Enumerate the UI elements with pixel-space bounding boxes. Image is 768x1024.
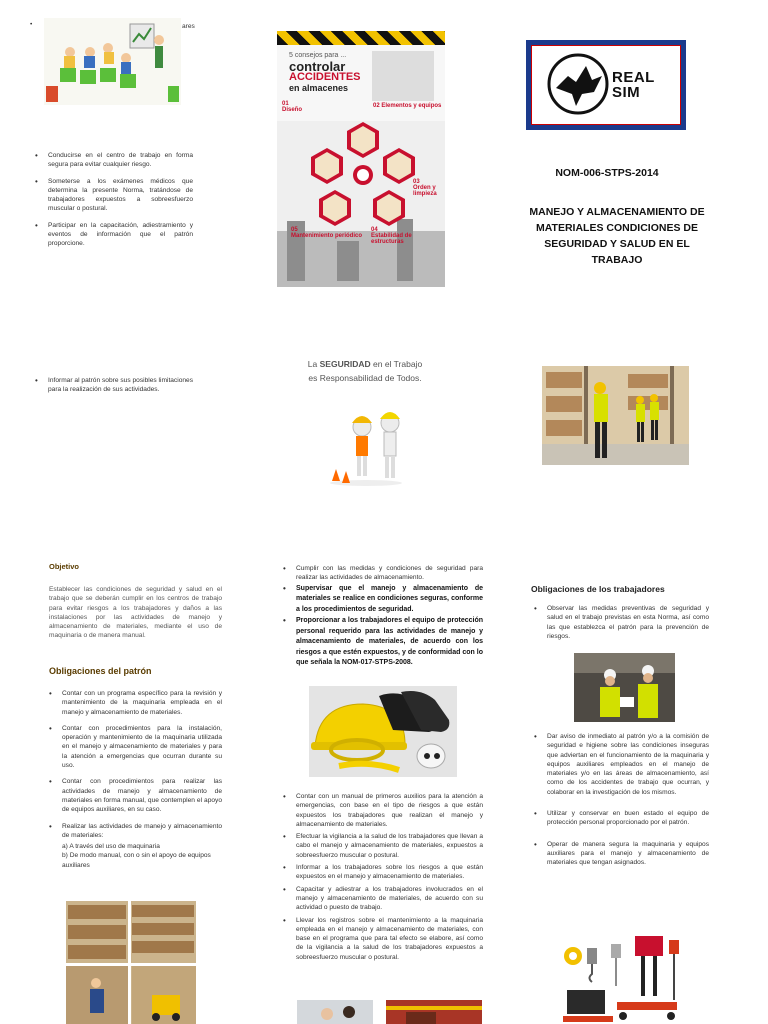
bottom-photo-left [297, 1000, 373, 1024]
warehouse-worker-image [542, 366, 689, 465]
objetivo-heading: Objetivo [49, 562, 80, 571]
list-item: • Operar de manera segura la maquinaria y equipos auxiliares para el manejo y almacenamiento de materiales que tengan asignados. [534, 840, 709, 868]
training-image [44, 18, 181, 105]
warehouse-collage-image [66, 901, 196, 1024]
list-item: • Contar con un manual de primeros auxilios para la atención a emergencias, con base en el tipo de riesgos a que están expuestos los trabajadores que realizan el manejo y almacenamiento de materiales. [283, 792, 483, 829]
list-item: • Dar aviso de inmediato al patrón y/o a la comisión de seguridad e higiene sobre las condiciones inseguras que adviertan en el funcionamiento de la maquinaria y equipos auxiliares empleados en el manejo de materiales y/o en las áreas de almacenamiento, así como de los accidentes de trabajo que ocurran, y colaborar en la investigación de los mismos. [534, 732, 709, 797]
auxiliary-equipment-image [557, 930, 697, 1024]
patron-obligations-3 [283, 792, 483, 962]
poster-header-red: ACCIDENTES [289, 71, 361, 83]
patron-obligations-2 [283, 564, 483, 676]
objetivo-text: Establecer las condiciones de seguridad y salud en el trabajo que se deberán cumplir en los centros de trabajo para evitar riesgos a los trabajadores y daños a las instalaciones por las actividades de manejo y almacenamiento de materiales, mediante el uso de maquinaria o de manera manual. [49, 586, 222, 640]
list-item: • Realizar las actividades de manejo y almacenamiento de materiales: [49, 822, 222, 841]
list-item: • Proporcionar a los trabajadores el equipo de protección personal requerido para las actividades de manejo y almacenamiento de materiales, de acuerdo con los riesgos a que estén expuestos, y de conformidad con lo que señala la NOM-017-STPS-2008. [283, 616, 483, 669]
trabajadores-heading: Obligaciones de los trabajadores [531, 584, 665, 594]
accidents-poster [277, 31, 445, 287]
workers-photo [574, 653, 675, 722]
list-item: • Supervisar que el manejo y almacenamiento de materiales se realice en condiciones seguras, conforme a los procedimientos de seguridad. [283, 584, 483, 616]
poster-header-small: 5 consejos para ... [289, 52, 347, 59]
nom-code: NOM-006-STPS-2014 [555, 167, 659, 179]
list-item: • Participar en la capacitación, adiestramiento y eventos de información que el patrón proporcione. [35, 221, 193, 249]
company-logo [526, 40, 686, 130]
patron-obligations [49, 689, 222, 870]
list-item: • Conducirse en el centro de trabajo en forma segura para evitar cualquier riesgo. [35, 151, 193, 170]
helmet-figures-image [328, 405, 404, 487]
list-item: • Contar con procedimientos para la instalación, operación y mantenimiento de la maquinaria utilizada en el manejo y almacenamiento de materiales y para la atención a emergencias que ocurran durante su uso. [49, 724, 222, 770]
poster-item-4: 04 Estabilidad de estructuras [371, 227, 412, 245]
list-item: • Informar a los trabajadores sobre los riesgos a que están expuestos en el manejo y almacenamiento de materiales. [283, 863, 483, 882]
list-item: • Informar al patrón sobre sus posibles limitaciones para la realización de sus actividades. [35, 376, 193, 395]
worker-bullets-top [35, 151, 193, 256]
partial-text: ares [182, 23, 195, 30]
safety-equipment-image [309, 686, 457, 777]
bottom-photo-right [386, 1000, 482, 1024]
trabajadores-obligations [534, 732, 709, 875]
patron-heading: Obligaciones del patrón [49, 666, 152, 676]
poster-item-2: 02 Elementos y equipos [373, 103, 442, 109]
poster-item-1: 01 Diseño [282, 101, 303, 113]
list-item: • Capacitar y adiestrar a los trabajadores involucrados en el manejo y almacenamiento de materiales, de acuerdo con su actividad o puesto de trabajo. [283, 885, 483, 913]
list-item: • Cumplir con las medidas y condiciones de seguridad para realizar las actividades de almacenamiento. [283, 564, 483, 583]
safety-slogan: La SEGURIDAD en el Trabajo es Responsabilidad de Todos. [307, 359, 423, 383]
poster-item-3: 03 Orden y limpieza [413, 179, 437, 197]
sub-item-a: a) A través del uso de maquinaria [62, 843, 160, 851]
list-item: • Utilizar y conservar en buen estado el equipo de protección personal proporcionado por el patrón. [534, 809, 709, 828]
document-title: MANEJO Y ALMACENAMIENTO DE MATERIALES CONDICIONES DE SEGURIDAD Y SALUD EN EL TRABAJO [529, 206, 705, 266]
list-item: • Contar con un programa específico para la revisión y mantenimiento de la maquinaria empleada en el manejo y almacenamiento de materiales. [49, 689, 222, 717]
list-item: • Llevar los registros sobre el mantenimiento a la maquinaria empleada en el manejo y almacenamiento de materiales, con base en el programa que para tal efecto se elabore, así como de la vigilancia a la salud de los trabajadores expuestos a sobreesfuerzo muscular o postural. [283, 916, 483, 962]
worker-bullet-limitations [35, 376, 193, 402]
trabajadores-obligation-1 [534, 604, 709, 648]
list-item: • Someterse a los exámenes médicos que determina la presente Norma, tratándose de trabajadores expuestos a sobreesfuerzo muscular o postural. [35, 177, 193, 214]
logo-text: REAL SIM [612, 69, 655, 101]
list-item: • Contar con procedimientos para realizar las actividades de manejo y almacenamiento de materiales en forma manual, que contemplen el apoyo de equipos auxiliares, en su caso. [49, 777, 222, 814]
poster-header-big: controlar [289, 59, 346, 74]
poster-header-sub: en almacenes [289, 83, 349, 93]
list-item: • Observar las medidas preventivas de seguridad y salud en el trabajo previstas en esta Norma, así como las que establezca el patrón para la prevención de riesgos. [534, 604, 709, 641]
list-item: • Efectuar la vigilancia a la salud de los trabajadores que llevan a cabo el manejo y almacenamiento de materiales, expuestos a sobreesfuerzo muscular o postural. [283, 832, 483, 860]
sub-item-b: b) De modo manual, con o sin el apoyo de equipos auxiliares [62, 852, 211, 869]
poster-item-5: 05 Mantenimiento periódico [291, 227, 363, 239]
